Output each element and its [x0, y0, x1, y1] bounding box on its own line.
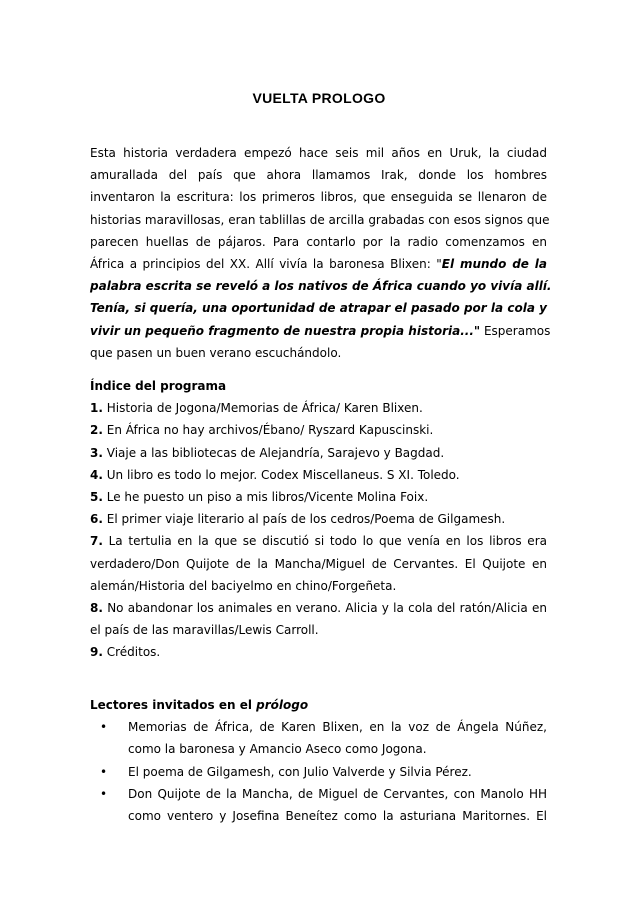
guest-list-item: • Don Quijote de la Mancha, de Miguel de Cervantes, con Manolo HH como ventero y Josefina Beneítez como la asturiana Maritornes. El [90, 783, 547, 827]
bullet-icon: • [100, 764, 108, 779]
guest-list-item: • El poema de Gilgamesh, con Julio Valverde y Silvia Pérez. [90, 761, 547, 783]
index-item: 6. El primer viaje literario al país de los cedros/Poema de Gilgamesh. [90, 512, 506, 527]
index-item: 9. Créditos. [90, 645, 161, 660]
intro-line: que pasen un buen verano escuchándolo. [90, 345, 342, 360]
index-item: 4. Un libro es todo lo mejor. Codex Miscellaneus. S XI. Toledo. [90, 467, 460, 482]
index-item: 1. Historia de Jogona/Memorias de África/ Karen Blixen. [90, 401, 423, 416]
index-item-continuation: verdadero/Don Quijote de la Mancha/Miguel de Cervantes. El Quijote en [90, 556, 547, 571]
bullet-icon: • [100, 720, 108, 735]
index-item-continuation: alemán/Historia del baciyelmo en chino/Forgeñeta. [90, 578, 397, 593]
blixen-quote-line: palabra escrita se reveló a los nativos de África cuando yo vivía allí. [90, 279, 552, 294]
index-item: 2. En África no hay archivos/Ébano/ Ryszard Kapuscinski. [90, 423, 434, 438]
intro-line: amurallada del país que ahora llamamos Irak, donde los hombres [90, 168, 547, 183]
program-index [90, 375, 547, 664]
index-item: 5. Le he puesto un piso a mis libros/Vicente Molina Foix. [90, 490, 429, 505]
intro-line: vivir un pequeño fragmento de nuestra propia historia..." Esperamos [90, 323, 551, 338]
index-item: 3. Viaje a las bibliotecas de Alejandría, Sarajevo y Bagdad. [90, 445, 445, 460]
blixen-quote: El mundo de la [441, 257, 547, 272]
intro-line: inventaron la escritura: los primeros libros, que enseguida se llenaron de [90, 190, 547, 205]
guest-list [90, 716, 547, 827]
intro-line: parecen huellas de pájaros. Para contarlo por la radio comenzamos en [90, 234, 547, 249]
index-heading: Índice del programa [90, 379, 227, 393]
bullet-icon: • [100, 786, 108, 801]
index-item: 7. La tertulia en la que se discutió si todo lo que venía en los libros era [90, 534, 547, 549]
blixen-quote-line: Tenía, si quería, una oportunidad de atrapar el pasado por la cola y [90, 301, 547, 316]
guests-heading: Lectores invitados en el prólogo [90, 698, 309, 712]
intro-line: historias maravillosas, eran tablillas de arcilla grabadas con esos signos que [90, 212, 550, 227]
document-title: VUELTA PROLOGO [252, 90, 386, 106]
intro-paragraph [90, 142, 552, 364]
intro-line: África a principios del XX. Allí vivía la baronesa Blixen: "El mundo de la [90, 257, 547, 272]
intro-line: Esta historia verdadera empezó hace seis mil años en Uruk, la ciudad [90, 146, 547, 160]
index-item: 8. No abandonar los animales en verano. Alicia y la cola del ratón/Alicia en [90, 601, 547, 616]
guest-list-item: • Memorias de África, de Karen Blixen, en la voz de Ángela Núñez, como la baronesa y Amancio Aseco como Jogona. [90, 716, 547, 760]
index-item-continuation: el país de las maravillas/Lewis Carroll. [90, 623, 319, 638]
guest-readers-section [90, 694, 547, 827]
